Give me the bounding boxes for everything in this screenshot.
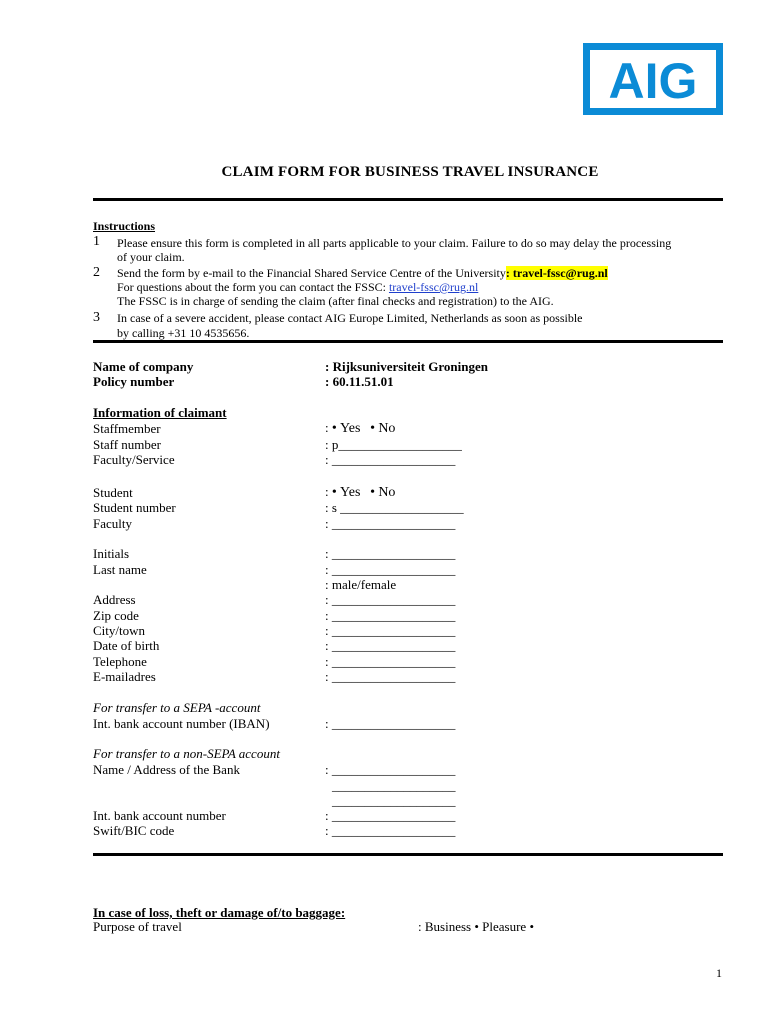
policy-number-label: Policy number (93, 374, 175, 389)
date-of-birth-label: Date of birth (93, 638, 160, 653)
pleasure-radio[interactable]: • (529, 919, 535, 934)
swift-label: Swift/BIC code (93, 823, 175, 838)
instruction-2-line-2: For questions about the form you can contact the FSSC: travel-fssc@rug.nl (117, 280, 479, 294)
last-name-field[interactable]: : ___________________ (325, 562, 456, 577)
faculty-service-field[interactable]: : ___________________ (325, 452, 456, 467)
aig-logo (583, 43, 723, 115)
business-radio[interactable]: • (474, 919, 479, 934)
city-field[interactable]: : ___________________ (325, 623, 456, 638)
email-field[interactable]: : ___________________ (325, 669, 456, 684)
non-sepa-heading: For transfer to a non-SEPA account (93, 746, 280, 761)
instruction-2-line-3: The FSSC is in charge of sending the claim (after final checks and registration) to the AIG. (117, 294, 554, 308)
page-number: 1 (716, 966, 722, 980)
instruction-number-2: 2 (93, 265, 100, 280)
faculty-field[interactable]: : ___________________ (325, 516, 456, 531)
int-account-label: Int. bank account number (93, 808, 226, 823)
student-number-label: Student number (93, 500, 176, 515)
student-yes-label: Yes (340, 485, 361, 500)
instruction-1-line-2: of your claim. (117, 250, 185, 264)
instruction-3-line-2: by calling +31 10 4535656. (117, 326, 250, 340)
student-no-label: No (378, 485, 396, 500)
zip-code-field[interactable]: : ___________________ (325, 608, 456, 623)
bank-name-label: Name / Address of the Bank (93, 762, 240, 777)
int-account-field[interactable]: : ___________________ (325, 808, 456, 823)
instruction-number-1: 1 (93, 234, 100, 249)
claimant-heading: Information of claimant (93, 405, 227, 420)
bank-address-line-2[interactable]: ___________________ (332, 778, 456, 793)
gender-field[interactable]: : male/female (325, 577, 397, 592)
city-label: City/town (93, 623, 146, 638)
staff-number-label: Staff number (93, 437, 161, 452)
staff-yes-radio[interactable]: • (331, 421, 337, 436)
staffmember-label: Staffmember (93, 421, 161, 436)
staffmember-choice: : • Yes • No (325, 420, 396, 436)
iban-field[interactable]: : ___________________ (325, 716, 456, 731)
purpose-of-travel-label: Purpose of travel (93, 919, 182, 934)
staff-number-field[interactable]: : p___________________ (325, 437, 462, 452)
sepa-heading: For transfer to a SEPA -account (93, 700, 261, 715)
student-number-field[interactable]: : s ___________________ (325, 500, 464, 515)
company-name-value: : Rijksuniversiteit Groningen (325, 359, 488, 374)
page-title: CLAIM FORM FOR BUSINESS TRAVEL INSURANCE (221, 164, 599, 180)
email-label: E-mailadres (93, 669, 156, 684)
instruction-number-3: 3 (93, 310, 100, 325)
instruction-3-line-1: In case of a severe accident, please contact AIG Europe Limited, Netherlands as soon as possible (117, 311, 583, 325)
faculty-service-label: Faculty/Service (93, 452, 175, 467)
telephone-label: Telephone (93, 654, 147, 669)
bank-rule (93, 853, 723, 856)
staff-no-label: No (378, 421, 396, 436)
title-rule (93, 198, 723, 201)
instructions-heading: Instructions (93, 219, 156, 233)
fssc-email-highlight: : travel-fssc@rug.nl (505, 266, 608, 280)
swift-field[interactable]: : ___________________ (325, 823, 456, 838)
company-name-label: Name of company (93, 359, 194, 374)
bank-address-line-3[interactable]: ___________________ (332, 793, 456, 808)
student-yes-radio[interactable]: • (331, 485, 337, 500)
instruction-2-line-1: Send the form by e-mail to the Financial Shared Service Centre of the University: travel-fssc@rug.nl (117, 266, 608, 280)
staff-no-radio[interactable]: • (370, 421, 376, 436)
telephone-field[interactable]: : ___________________ (325, 654, 456, 669)
baggage-heading: In case of loss, theft or damage of/to baggage: (93, 905, 346, 920)
address-label: Address (93, 592, 136, 607)
instruction-1-line-1: Please ensure this form is completed in all parts applicable to your claim. Failure to do so may delay the processing (117, 236, 672, 250)
initials-label: Initials (93, 546, 130, 561)
address-field[interactable]: : ___________________ (325, 592, 456, 607)
faculty-label: Faculty (93, 516, 132, 531)
instructions-rule (93, 340, 723, 343)
purpose-of-travel-choice: : Business • Pleasure • (418, 919, 535, 934)
initials-field[interactable]: : ___________________ (325, 546, 456, 561)
staff-yes-label: Yes (340, 421, 361, 436)
student-no-radio[interactable]: • (370, 485, 376, 500)
aig-logo-mark (590, 50, 716, 108)
fssc-email-link[interactable]: travel-fssc@rug.nl (388, 280, 479, 294)
zip-code-label: Zip code (93, 608, 139, 623)
policy-number-value: : 60.11.51.01 (325, 374, 394, 389)
student-label: Student (93, 485, 133, 500)
last-name-label: Last name (93, 562, 147, 577)
date-of-birth-field[interactable]: : ___________________ (325, 638, 456, 653)
student-choice: : • Yes • No (325, 484, 396, 500)
iban-label: Int. bank account number (IBAN) (93, 716, 270, 731)
svg-text:AIG: AIG (608, 53, 698, 108)
bank-name-field[interactable]: : ___________________ (325, 762, 456, 777)
